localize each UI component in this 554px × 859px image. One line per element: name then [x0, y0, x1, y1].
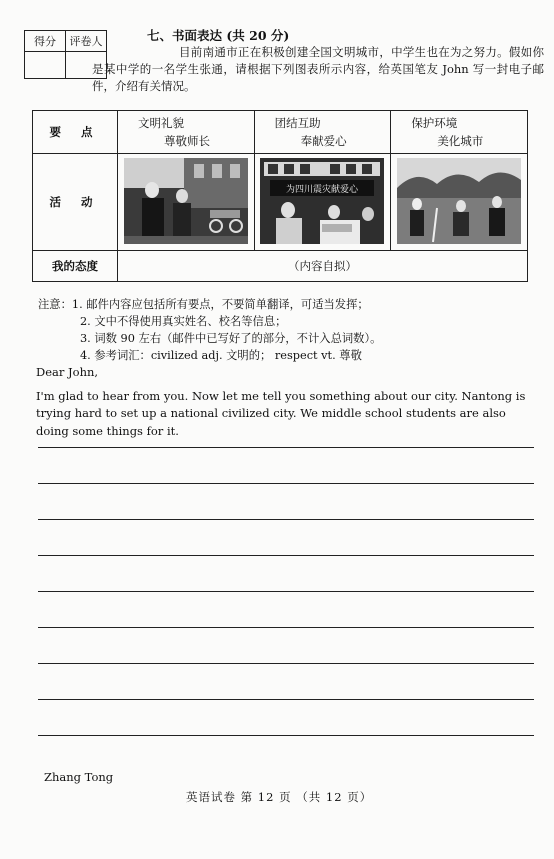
letter-signature: Zhang Tong [44, 770, 114, 784]
score-label: 得分 [25, 31, 66, 52]
letter-opening [36, 364, 536, 440]
point-cell-1 [118, 111, 255, 154]
letter-body: I'm glad to hear from you. Now let me tell you something about our city. Nantong is trying hard to set up a national civilized city. We middle school students are also doing some things for it. [36, 388, 526, 438]
photo-donation-banner-icon [260, 158, 384, 244]
writing-line[interactable] [38, 699, 534, 700]
activity-cell-2 [254, 154, 391, 251]
writing-line[interactable] [38, 627, 534, 628]
point-cell-3 [391, 111, 528, 154]
writing-line[interactable] [38, 483, 534, 484]
photo-cleaning-park-icon [397, 158, 521, 244]
note-item-1: 1. 邮件内容应包括所有要点，不要简单翻译，可适当发挥； [71, 298, 369, 311]
point-2-line1: 团结互助 [274, 116, 321, 130]
score-field[interactable] [25, 52, 66, 79]
task-table [32, 110, 528, 282]
section-intro: 目前南通市正在积极创建全国文明城市，中学生也在为之努力。假如你是某中学的一名学生张通，请根据下列图表所示内容，给英国笔友 John 写一封电子邮件，介绍有关情况。 [92, 45, 544, 93]
attitude-text: （内容自拟） [118, 251, 528, 282]
point-3-line2: 美化城市 [437, 134, 484, 148]
section-title: 七、书面表达 (共 20 分) [147, 28, 290, 43]
letter-greeting: Dear John, [36, 365, 99, 379]
writing-line[interactable] [38, 735, 534, 736]
activities-row-label: 活 动 [33, 154, 118, 251]
point-cell-2 [254, 111, 391, 154]
activity-cell-1 [118, 154, 255, 251]
photo-students-street-icon [124, 158, 248, 244]
writing-line[interactable] [38, 519, 534, 520]
points-row-label: 要 点 [33, 111, 118, 154]
note-item-2: 2. 文中不得使用真实姓名、校名等信息； [80, 315, 287, 328]
note-item-4: 4. 参考词汇：civilized adj. 文明的； respect vt. 尊敬 [80, 349, 362, 362]
notes-prefix: 注意： [38, 298, 72, 311]
grader-label: 评卷人 [66, 31, 107, 52]
notes-block [38, 296, 381, 364]
attitude-row-label: 我的态度 [33, 251, 118, 282]
writing-line[interactable] [38, 555, 534, 556]
page-footer: 英语试卷 第 12 页 （共 12 页） [186, 790, 373, 804]
point-1-line2: 尊敬师长 [164, 134, 210, 148]
writing-line[interactable] [38, 591, 534, 592]
writing-line[interactable] [38, 447, 534, 448]
point-1-line1: 文明礼貌 [138, 116, 184, 130]
banner-text: 为四川震灾献爱心 [286, 185, 359, 195]
writing-line[interactable] [38, 663, 534, 664]
point-3-line1: 保护环境 [411, 116, 458, 130]
note-item-3: 3. 词数 90 左右（邮件中已写好了的部分，不计入总词数）。 [80, 332, 382, 345]
point-2-line2: 奉献爱心 [300, 134, 347, 148]
activity-cell-3 [391, 154, 528, 251]
